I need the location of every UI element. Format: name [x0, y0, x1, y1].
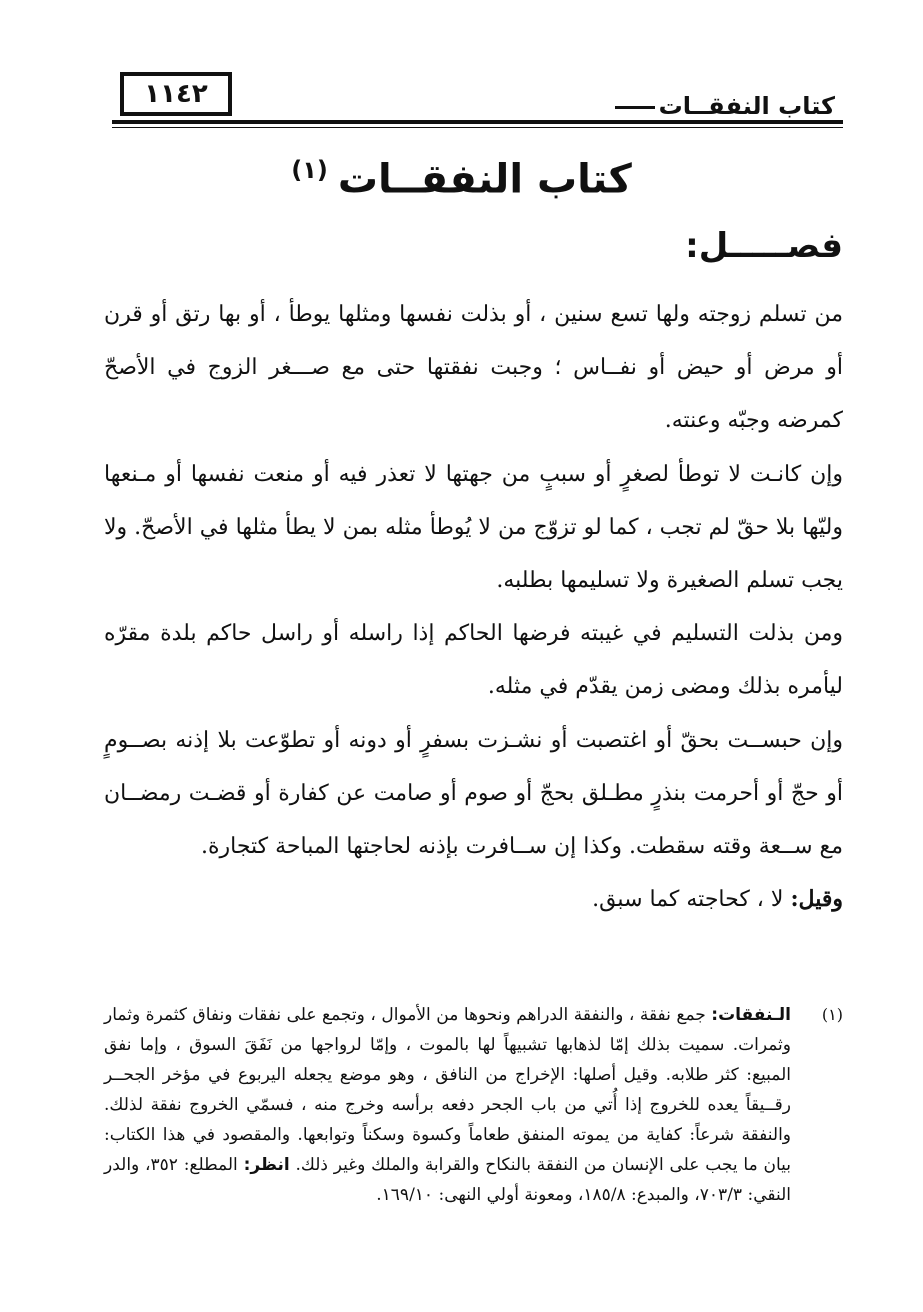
footnote-ref-label: انظر:: [243, 1155, 290, 1175]
paragraph: من تسلم زوجته ولها تسع سنين ، أو بذلت نفسها ومثلها يوطأ ، أو بها رتق أو قرن أو مرض أو حيض أو نفــاس ؛ وجبت نفقتها حتى مع صـــغر الزوج في الأصحّ كمرضه وجبّه وعنته.: [104, 302, 843, 434]
book-title: [0, 156, 923, 202]
paragraph-last: [104, 873, 843, 926]
qeel-text: لا ، كحاجته كما سبق.: [592, 887, 791, 913]
footnote-marker: (١): [821, 1005, 843, 1024]
running-title-text: كتاب النفقــات: [658, 92, 835, 120]
book-title-text: كتاب النفقــات: [337, 156, 632, 203]
paragraph: وإن حبســت بحقّ أو اغتصبت أو نشـزت بسفرٍ أو دونه أو تطوّعت بلا إذنه بصــومٍ أو حجّ أو أحرمت بنذرٍ مطـلق بحجّ أو صوم أو صامت عن كفارة أو قضـت رمضــان مع ســعة وقته سقطت. وكذا إن ســافرت بإذنه لحاجتها المباحة كتجارة.: [104, 727, 843, 860]
header-rule-thin: [112, 127, 843, 128]
running-title: [615, 92, 835, 120]
running-title-dash: [615, 106, 655, 109]
section-heading: فصـــــل:: [685, 226, 843, 266]
footnote-rule: [620, 992, 843, 993]
footnote: [104, 1000, 843, 1210]
body-text: [104, 288, 843, 926]
title-footnote-ref: (١): [291, 156, 328, 184]
footnote-text: جمع نفقة ، والنفقة الدراهم ونحوها من الأموال ، وتجمع على نفقات ونفاق كثمرة وثمار وثمرات. سميت بذلك إمّا لذهابها تشبيهاً لها بالموت ، وإمّا لرواجها من نَفَقَ السوق ، وإما نفق المبيع: كثر طلابه. وقيل أصلها: الإخراج من النافق ، وهو موضع يجعله اليربوع في مؤخر الجحــر رقــيقاً يعده للخروج إذا أُتي من باب الجحر دفعه برأسه وخرج منه ، فسمّي الخروج نفقة لذلك. والنفقة شرعاً: كفاية من يموته المنفق طعاماً وكسوة وسكناً وتوابعها. والمقصود في هذا الكتاب: بيان ما يجب على الإنسان من النفقة بالنكاح والقرابة والملك وغير ذلك.: [104, 1005, 791, 1175]
qeel-label: وقيل:: [790, 886, 843, 913]
paragraph: وإن كانـت لا توطأ لصغرٍ أو سببٍ من جهتها لا تعذر فيه أو منعت نفسها أو مـنعها وليّها بلا حقّ لم تجب ، كما لو تزوّج من لا يُوطأ مثله بمن لا يطأ مثلها في الأصحّ. ولا يجب تسلم الصغيرة ولا تسليمها بطلبه.: [104, 461, 843, 594]
footnote-term: الـنفقات:: [711, 1005, 791, 1025]
page-number: ١١٤٢: [120, 72, 232, 116]
paragraph: ومن بذلت التسليم في غيبته فرضها الحاكم إذا راسله أو راسل حاكم بلدة مقرّه ليأمره بذلك ومضى زمن يقدّم في مثله.: [104, 621, 843, 700]
footnote-body: [104, 1000, 791, 1210]
footnote-refs: المطلع: ٣٥٢، والدر النقي: ٧٠٣/٣، والمبدع: ١٨٥/٨، ومعونة أولي النهى: ١٦٩/١٠.: [104, 1155, 791, 1205]
header-rule: [112, 120, 843, 124]
